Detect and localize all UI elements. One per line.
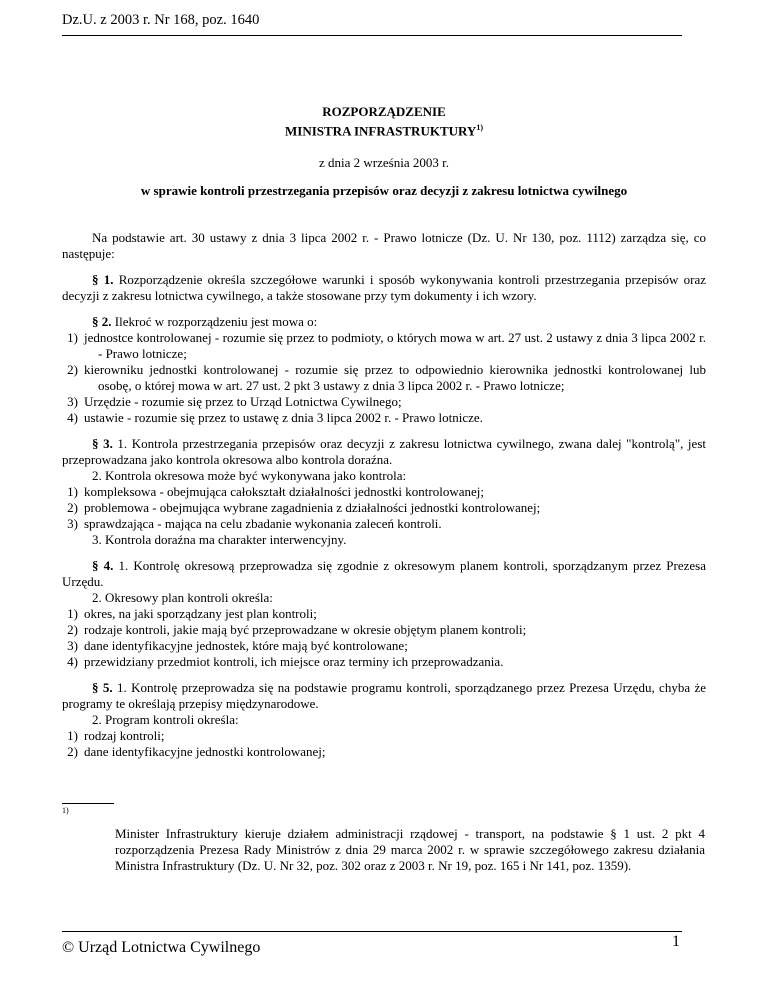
section-1-text: Rozporządzenie określa szczegółowe warunki i sposób wykonywania kontroli przestrzegania przepisów oraz decyzji z zakresu lotnictwa cywilnego, a także stosowane przy tym dokumenty i ich wzory.	[62, 272, 706, 303]
section-5	[62, 680, 706, 712]
list-item-text: sprawdzająca - mająca na celu zbadanie wykonania zaleceń kontroli.	[84, 516, 442, 531]
document-subject: w sprawie kontroli przestrzegania przepisów oraz decyzji z zakresu lotnictwa cywilnego	[140, 183, 628, 198]
list-item	[62, 410, 706, 426]
footer-copyright: © Urząd Lotnictwa Cywilnego	[62, 939, 261, 956]
footnote-mark: 1)	[62, 806, 69, 815]
header-rule	[62, 35, 682, 36]
section-2-mark: § 2.	[92, 314, 112, 329]
list-item-text: dane identyfikacyjne jednostki kontrolowanej;	[84, 744, 326, 759]
list-item	[62, 362, 706, 394]
section-4-text: 1. Kontrolę okresową przeprowadza się zgodnie z okresowym planem kontroli, sporządzanym przez Prezesa Urzędu.	[62, 558, 706, 589]
title-line-2-text: MINISTRA INFRASTRUKTURY	[285, 123, 477, 139]
list-item	[62, 330, 706, 362]
section-1-mark: § 1.	[92, 272, 114, 287]
section-5-para-2: 2. Program kontroli określa:	[92, 712, 239, 727]
list-item	[62, 484, 706, 500]
list-item-number: 3)	[67, 516, 78, 531]
list-item-text: ustawie - rozumie się przez to ustawę z dnia 3 lipca 2002 r. - Prawo lotnicze.	[84, 410, 483, 425]
page-number: 1	[672, 933, 680, 950]
document-title	[62, 104, 706, 139]
list-item	[62, 744, 706, 760]
section-3-para-3: 3. Kontrola doraźna ma charakter interwencyjny.	[92, 532, 347, 547]
list-item-text: Urzędzie - rozumie się przez to Urząd Lotnictwa Cywilnego;	[84, 394, 402, 409]
list-item-text: problemowa - obejmująca wybrane zagadnienia z działalności jednostki kontrolowanej;	[84, 500, 541, 515]
list-item-text: przewidziany przedmiot kontroli, ich miejsce oraz terminy ich przeprowadzania.	[84, 654, 504, 669]
list-item-text: dane identyfikacyjne jednostek, które mają być kontrolowane;	[84, 638, 408, 653]
list-item-number: 2)	[67, 744, 78, 759]
list-item-text: kompleksowa - obejmująca całokształt działalności jednostki kontrolowanej;	[84, 484, 484, 499]
intro-paragraph: Na podstawie art. 30 ustawy z dnia 3 lipca 2002 r. - Prawo lotnicze (Dz. U. Nr 130, poz. 1112) zarządza się, co następuje:	[62, 230, 706, 261]
list-item-text: kierowniku jednostki kontrolowanej - rozumie się przez to odpowiednio kierownika jednostki kontrolowanej lub osobę, o której mowa w art. 27 ust. 2 pkt 3 ustawy z dnia 3 lipca 2002 r. - Prawo lotnicze;	[84, 362, 706, 393]
list-item-text: rodzaj kontroli;	[84, 728, 165, 743]
section-3	[62, 436, 706, 468]
list-item-number: 3)	[67, 638, 78, 653]
section-3-mark: § 3.	[92, 436, 113, 451]
title-line-2	[62, 120, 706, 139]
section-3-para-2: 2. Kontrola okresowa może być wykonywana jako kontrola:	[92, 468, 407, 483]
list-item-number: 2)	[67, 622, 78, 637]
list-item-number: 1)	[67, 606, 78, 621]
footer-rule	[62, 931, 682, 932]
section-4-para-2: 2. Okresowy plan kontroli określa:	[92, 590, 273, 605]
list-item-number: 1)	[67, 728, 78, 743]
footnote-rule	[62, 803, 114, 804]
list-item-number: 1)	[67, 330, 78, 345]
footnote-text: Minister Infrastruktury kieruje działem administracji rządowej - transport, na podstawie § 1 ust. 2 pkt 4 rozporządzenia Prezesa Rady Ministrów z dnia 29 marca 2002 r. w sprawie szczegółowego zakresu działania Ministra Infrastruktury (Dz. U. Nr 32, poz. 302 oraz z 2003 r. Nr 19, poz. 165 i Nr 141, poz. 1359).	[115, 826, 705, 873]
list-item	[62, 654, 706, 670]
section-4	[62, 558, 706, 590]
section-4-mark: § 4.	[92, 558, 114, 573]
section-3-text: 1. Kontrola przestrzegania przepisów oraz decyzji z zakresu lotnictwa cywilnego, zwana dalej "kontrolą", jest przeprowadzana jako kontrola okresowa albo kontrola doraźna.	[62, 436, 706, 467]
list-item-text: okres, na jaki sporządzany jest plan kontroli;	[84, 606, 317, 621]
list-item	[62, 500, 706, 516]
title-line-1: ROZPORZĄDZENIE	[322, 104, 446, 119]
list-item	[62, 394, 706, 410]
issue-date: z dnia 2 września 2003 r.	[319, 155, 449, 170]
title-footnote-ref: 1)	[476, 123, 483, 132]
section-2	[62, 314, 706, 330]
list-item-text: jednostce kontrolowanej - rozumie się przez to podmioty, o których mowa w art. 27 ust. 2 ustawy z dnia 3 lipca 2002 r. - Prawo lotnicze;	[84, 330, 706, 361]
list-item	[62, 622, 706, 638]
running-header: Dz.U. z 2003 r. Nr 168, poz. 1640	[62, 12, 260, 28]
list-item-number: 1)	[67, 484, 78, 499]
list-item-number: 2)	[67, 362, 78, 377]
list-item	[62, 516, 706, 532]
section-1	[62, 272, 706, 304]
list-item	[62, 606, 706, 622]
list-item-number: 4)	[67, 654, 78, 669]
list-item	[62, 638, 706, 654]
list-item-number: 4)	[67, 410, 78, 425]
list-item-text: rodzaje kontroli, jakie mają być przeprowadzane w okresie objętym planem kontroli;	[84, 622, 527, 637]
section-5-text: 1. Kontrolę przeprowadza się na podstawie programu kontroli, sporządzanego przez Prezesa Urzędu, chyba że programy te określają przepisy międzynarodowe.	[62, 680, 706, 711]
section-2-text: Ilekroć w rozporządzeniu jest mowa o:	[111, 314, 318, 329]
list-item-number: 2)	[67, 500, 78, 515]
list-item-number: 3)	[67, 394, 78, 409]
section-5-mark: § 5.	[92, 680, 113, 695]
document-body	[62, 230, 706, 760]
list-item	[62, 728, 706, 744]
